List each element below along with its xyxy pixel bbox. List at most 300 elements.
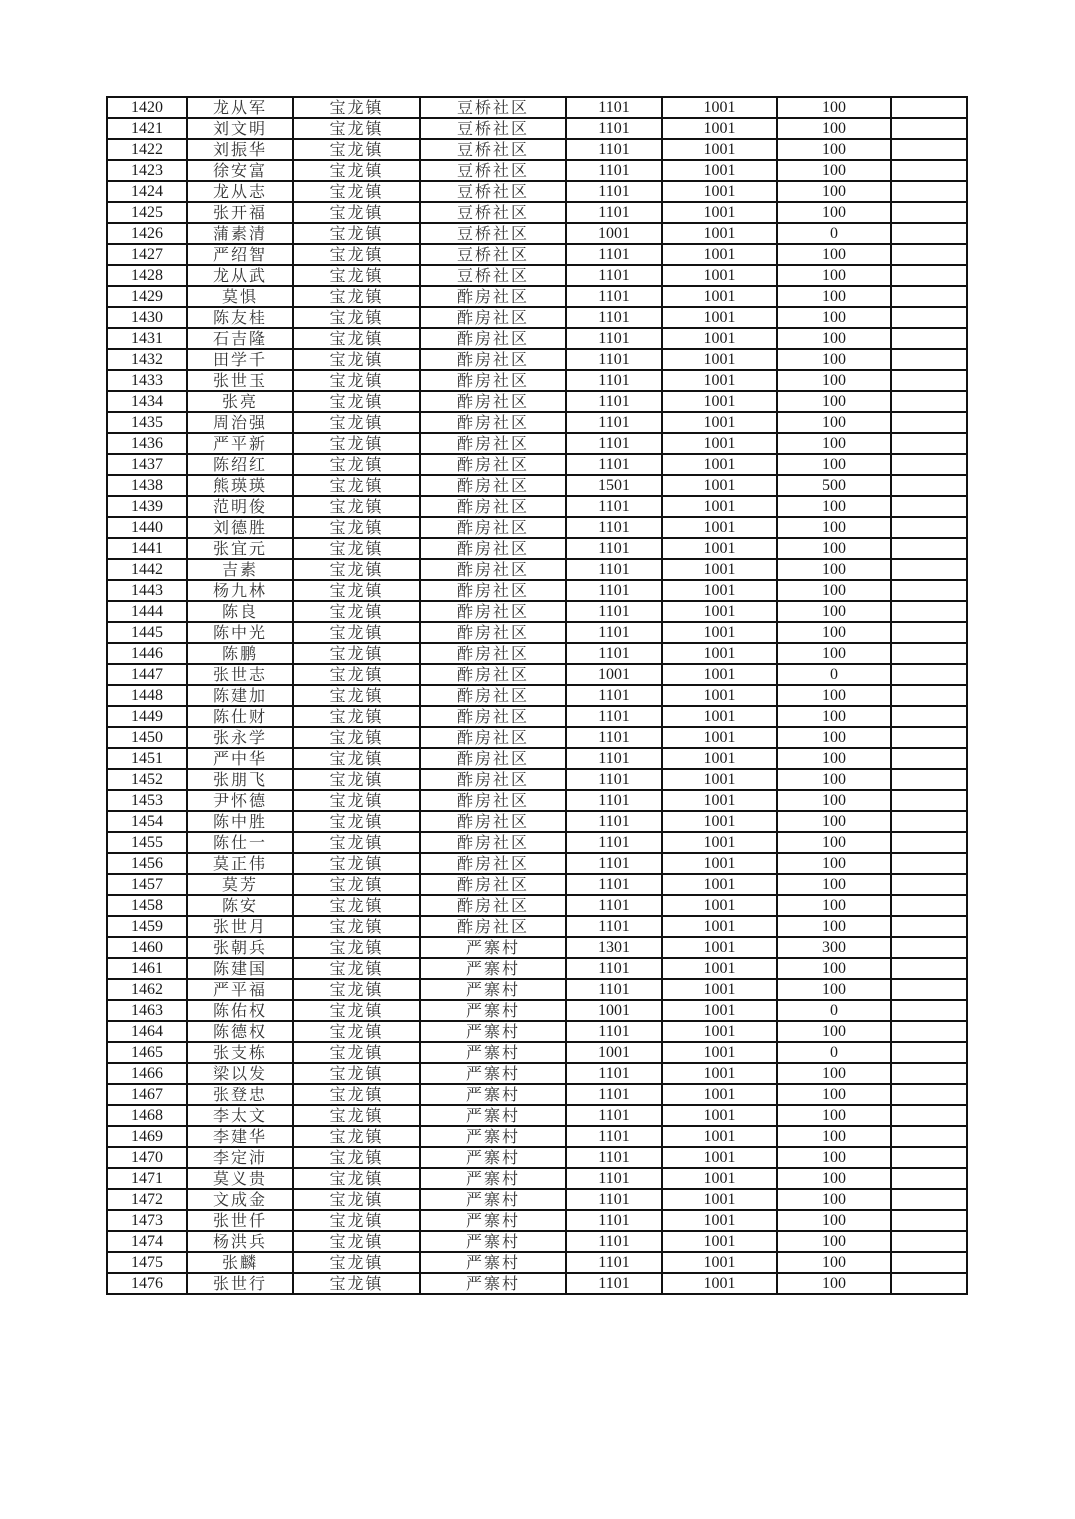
code1-cell: 1101 [566,895,662,916]
note-cell [891,832,967,853]
note-cell [891,937,967,958]
table-row [107,349,967,370]
row-number-cell: 1472 [107,1189,187,1210]
amount-cell: 100 [777,622,891,643]
code1-cell: 1001 [566,1000,662,1021]
row-number-cell: 1464 [107,1021,187,1042]
row-number-cell: 1455 [107,832,187,853]
code1-cell: 1101 [566,958,662,979]
name-cell: 徐安富 [187,160,293,181]
code2-cell: 1001 [662,1189,777,1210]
village-cell: 酢房社区 [420,370,566,391]
amount-cell: 100 [777,265,891,286]
village-cell: 酢房社区 [420,328,566,349]
row-number-cell: 1444 [107,601,187,622]
table-row [107,643,967,664]
table-row [107,1084,967,1105]
code1-cell: 1101 [566,160,662,181]
code2-cell: 1001 [662,1021,777,1042]
code1-cell: 1101 [566,685,662,706]
table-row [107,664,967,685]
code2-cell: 1001 [662,475,777,496]
village-cell: 豆桥社区 [420,118,566,139]
table-row [107,685,967,706]
note-cell [891,265,967,286]
note-cell [891,874,967,895]
row-number-cell: 1422 [107,139,187,160]
code1-cell: 1101 [566,580,662,601]
note-cell [891,433,967,454]
town-cell: 宝龙镇 [293,1273,420,1294]
table-row [107,328,967,349]
village-cell: 酢房社区 [420,874,566,895]
amount-cell: 100 [777,790,891,811]
code1-cell: 1101 [566,118,662,139]
row-number-cell: 1445 [107,622,187,643]
name-cell: 莫义贵 [187,1168,293,1189]
code2-cell: 1001 [662,832,777,853]
code2-cell: 1001 [662,223,777,244]
row-number-cell: 1430 [107,307,187,328]
village-cell: 严寨村 [420,958,566,979]
town-cell: 宝龙镇 [293,1231,420,1252]
name-cell: 文成金 [187,1189,293,1210]
village-cell: 酢房社区 [420,706,566,727]
code1-cell: 1101 [566,979,662,1000]
note-cell [891,1126,967,1147]
row-number-cell: 1441 [107,538,187,559]
row-number-cell: 1439 [107,496,187,517]
row-number-cell: 1469 [107,1126,187,1147]
code2-cell: 1001 [662,748,777,769]
table-row [107,874,967,895]
code1-cell: 1101 [566,244,662,265]
amount-cell: 100 [777,1252,891,1273]
town-cell: 宝龙镇 [293,622,420,643]
row-number-cell: 1446 [107,643,187,664]
name-cell: 范明俊 [187,496,293,517]
row-number-cell: 1473 [107,1210,187,1231]
note-cell [891,643,967,664]
note-cell [891,349,967,370]
amount-cell: 0 [777,1042,891,1063]
name-cell: 李定沛 [187,1147,293,1168]
village-cell: 豆桥社区 [420,244,566,265]
code2-cell: 1001 [662,160,777,181]
row-number-cell: 1462 [107,979,187,1000]
village-cell: 酢房社区 [420,622,566,643]
town-cell: 宝龙镇 [293,538,420,559]
note-cell [891,727,967,748]
name-cell: 梁以发 [187,1063,293,1084]
row-number-cell: 1424 [107,181,187,202]
village-cell: 酢房社区 [420,433,566,454]
code1-cell: 1101 [566,139,662,160]
table-row [107,307,967,328]
code2-cell: 1001 [662,97,777,118]
amount-cell: 100 [777,118,891,139]
name-cell: 杨九林 [187,580,293,601]
row-number-cell: 1432 [107,349,187,370]
row-number-cell: 1461 [107,958,187,979]
code2-cell: 1001 [662,895,777,916]
note-cell [891,181,967,202]
code2-cell: 1001 [662,664,777,685]
note-cell [891,706,967,727]
note-cell [891,517,967,538]
town-cell: 宝龙镇 [293,1084,420,1105]
note-cell [891,139,967,160]
name-cell: 尹怀德 [187,790,293,811]
town-cell: 宝龙镇 [293,1021,420,1042]
town-cell: 宝龙镇 [293,1252,420,1273]
amount-cell: 100 [777,349,891,370]
town-cell: 宝龙镇 [293,97,420,118]
town-cell: 宝龙镇 [293,181,420,202]
name-cell: 李太文 [187,1105,293,1126]
row-number-cell: 1451 [107,748,187,769]
table-row [107,1063,967,1084]
code1-cell: 1101 [566,853,662,874]
name-cell: 张支栋 [187,1042,293,1063]
village-cell: 严寨村 [420,1189,566,1210]
village-cell: 严寨村 [420,1210,566,1231]
amount-cell: 100 [777,832,891,853]
amount-cell: 100 [777,811,891,832]
note-cell [891,1042,967,1063]
note-cell [891,475,967,496]
note-cell [891,1063,967,1084]
code1-cell: 1101 [566,1084,662,1105]
amount-cell: 100 [777,769,891,790]
row-number-cell: 1474 [107,1231,187,1252]
name-cell: 严平新 [187,433,293,454]
table-row [107,1210,967,1231]
row-number-cell: 1431 [107,328,187,349]
town-cell: 宝龙镇 [293,601,420,622]
table-row [107,286,967,307]
code1-cell: 1101 [566,601,662,622]
amount-cell: 500 [777,475,891,496]
note-cell [891,1168,967,1189]
code1-cell: 1101 [566,181,662,202]
row-number-cell: 1436 [107,433,187,454]
code1-cell: 1101 [566,496,662,517]
code1-cell: 1101 [566,1021,662,1042]
code1-cell: 1101 [566,265,662,286]
amount-cell: 100 [777,1231,891,1252]
note-cell [891,1189,967,1210]
code1-cell: 1101 [566,832,662,853]
table-row [107,391,967,412]
code1-cell: 1501 [566,475,662,496]
town-cell: 宝龙镇 [293,244,420,265]
town-cell: 宝龙镇 [293,706,420,727]
code2-cell: 1001 [662,1084,777,1105]
row-number-cell: 1438 [107,475,187,496]
row-number-cell: 1433 [107,370,187,391]
village-cell: 酢房社区 [420,559,566,580]
name-cell: 陈德权 [187,1021,293,1042]
village-cell: 酢房社区 [420,769,566,790]
roster-table [106,96,968,1295]
amount-cell: 100 [777,853,891,874]
name-cell: 吉素 [187,559,293,580]
note-cell [891,811,967,832]
table-row [107,622,967,643]
name-cell: 莫芳 [187,874,293,895]
row-number-cell: 1456 [107,853,187,874]
village-cell: 酢房社区 [420,895,566,916]
code2-cell: 1001 [662,958,777,979]
code2-cell: 1001 [662,202,777,223]
town-cell: 宝龙镇 [293,202,420,223]
village-cell: 酢房社区 [420,748,566,769]
table-row [107,1189,967,1210]
amount-cell: 100 [777,370,891,391]
code1-cell: 1101 [566,1189,662,1210]
town-cell: 宝龙镇 [293,748,420,769]
note-cell [891,1147,967,1168]
name-cell: 莫惧 [187,286,293,307]
row-number-cell: 1443 [107,580,187,601]
amount-cell: 100 [777,979,891,1000]
amount-cell: 100 [777,1105,891,1126]
village-cell: 酢房社区 [420,454,566,475]
code1-cell: 1101 [566,454,662,475]
note-cell [891,202,967,223]
village-cell: 酢房社区 [420,853,566,874]
code2-cell: 1001 [662,391,777,412]
code1-cell: 1101 [566,517,662,538]
row-number-cell: 1467 [107,1084,187,1105]
amount-cell: 100 [777,559,891,580]
row-number-cell: 1449 [107,706,187,727]
note-cell [891,1252,967,1273]
village-cell: 酢房社区 [420,286,566,307]
name-cell: 严中华 [187,748,293,769]
table-row [107,706,967,727]
village-cell: 严寨村 [420,937,566,958]
row-number-cell: 1423 [107,160,187,181]
row-number-cell: 1476 [107,1273,187,1294]
code2-cell: 1001 [662,244,777,265]
note-cell [891,244,967,265]
town-cell: 宝龙镇 [293,874,420,895]
row-number-cell: 1468 [107,1105,187,1126]
town-cell: 宝龙镇 [293,265,420,286]
note-cell [891,685,967,706]
row-number-cell: 1425 [107,202,187,223]
table-row [107,1231,967,1252]
code1-cell: 1101 [566,202,662,223]
row-number-cell: 1437 [107,454,187,475]
note-cell [891,286,967,307]
code2-cell: 1001 [662,1168,777,1189]
row-number-cell: 1429 [107,286,187,307]
code1-cell: 1101 [566,769,662,790]
note-cell [891,853,967,874]
note-cell [891,559,967,580]
code1-cell: 1101 [566,328,662,349]
amount-cell: 0 [777,1000,891,1021]
table-row [107,790,967,811]
town-cell: 宝龙镇 [293,1168,420,1189]
town-cell: 宝龙镇 [293,1126,420,1147]
name-cell: 李建华 [187,1126,293,1147]
name-cell: 陈佑权 [187,1000,293,1021]
note-cell [891,769,967,790]
name-cell: 张麟 [187,1252,293,1273]
amount-cell: 100 [777,1273,891,1294]
code2-cell: 1001 [662,349,777,370]
note-cell [891,1210,967,1231]
amount-cell: 100 [777,307,891,328]
code1-cell: 1101 [566,286,662,307]
note-cell [891,601,967,622]
amount-cell: 100 [777,916,891,937]
village-cell: 豆桥社区 [420,160,566,181]
village-cell: 酢房社区 [420,517,566,538]
town-cell: 宝龙镇 [293,412,420,433]
village-cell: 酢房社区 [420,811,566,832]
table-row [107,475,967,496]
table-row [107,202,967,223]
name-cell: 张亮 [187,391,293,412]
town-cell: 宝龙镇 [293,1042,420,1063]
note-cell [891,664,967,685]
amount-cell: 100 [777,454,891,475]
code2-cell: 1001 [662,1105,777,1126]
code2-cell: 1001 [662,307,777,328]
table-row [107,1168,967,1189]
code2-cell: 1001 [662,769,777,790]
amount-cell: 100 [777,580,891,601]
town-cell: 宝龙镇 [293,895,420,916]
code2-cell: 1001 [662,706,777,727]
amount-cell: 100 [777,412,891,433]
table-row [107,370,967,391]
note-cell [891,538,967,559]
table-row [107,1105,967,1126]
code1-cell: 1101 [566,622,662,643]
amount-cell: 100 [777,1168,891,1189]
village-cell: 豆桥社区 [420,181,566,202]
village-cell: 酢房社区 [420,580,566,601]
name-cell: 龙从武 [187,265,293,286]
row-number-cell: 1463 [107,1000,187,1021]
code2-cell: 1001 [662,1042,777,1063]
row-number-cell: 1465 [107,1042,187,1063]
name-cell: 严平福 [187,979,293,1000]
amount-cell: 100 [777,1189,891,1210]
table-row [107,97,967,118]
code1-cell: 1101 [566,97,662,118]
amount-cell: 100 [777,328,891,349]
amount-cell: 0 [777,223,891,244]
name-cell: 张开福 [187,202,293,223]
amount-cell: 100 [777,685,891,706]
code2-cell: 1001 [662,685,777,706]
village-cell: 严寨村 [420,1021,566,1042]
note-cell [891,1105,967,1126]
town-cell: 宝龙镇 [293,370,420,391]
name-cell: 杨洪兵 [187,1231,293,1252]
amount-cell: 100 [777,1210,891,1231]
table-row [107,769,967,790]
code2-cell: 1001 [662,580,777,601]
name-cell: 刘文明 [187,118,293,139]
code2-cell: 1001 [662,286,777,307]
code2-cell: 1001 [662,559,777,580]
amount-cell: 100 [777,160,891,181]
table-row [107,496,967,517]
row-number-cell: 1452 [107,769,187,790]
name-cell: 陈中光 [187,622,293,643]
amount-cell: 0 [777,664,891,685]
row-number-cell: 1453 [107,790,187,811]
name-cell: 张宜元 [187,538,293,559]
table-row [107,412,967,433]
note-cell [891,97,967,118]
note-cell [891,1273,967,1294]
village-cell: 酢房社区 [420,664,566,685]
table-row [107,958,967,979]
village-cell: 酢房社区 [420,349,566,370]
code2-cell: 1001 [662,1000,777,1021]
row-number-cell: 1450 [107,727,187,748]
amount-cell: 100 [777,874,891,895]
village-cell: 酢房社区 [420,643,566,664]
village-cell: 严寨村 [420,1105,566,1126]
amount-cell: 100 [777,97,891,118]
code1-cell: 1001 [566,223,662,244]
amount-cell: 100 [777,958,891,979]
village-cell: 酢房社区 [420,496,566,517]
code1-cell: 1101 [566,559,662,580]
name-cell: 张世志 [187,664,293,685]
amount-cell: 100 [777,538,891,559]
name-cell: 张朝兵 [187,937,293,958]
table-row [107,1273,967,1294]
amount-cell: 100 [777,244,891,265]
row-number-cell: 1442 [107,559,187,580]
row-number-cell: 1421 [107,118,187,139]
code2-cell: 1001 [662,790,777,811]
village-cell: 酢房社区 [420,538,566,559]
name-cell: 周治强 [187,412,293,433]
town-cell: 宝龙镇 [293,811,420,832]
village-cell: 酢房社区 [420,601,566,622]
note-cell [891,370,967,391]
name-cell: 陈友桂 [187,307,293,328]
village-cell: 豆桥社区 [420,97,566,118]
note-cell [891,790,967,811]
code2-cell: 1001 [662,1210,777,1231]
town-cell: 宝龙镇 [293,958,420,979]
code1-cell: 1301 [566,937,662,958]
note-cell [891,118,967,139]
village-cell: 严寨村 [420,1147,566,1168]
row-number-cell: 1459 [107,916,187,937]
town-cell: 宝龙镇 [293,517,420,538]
table-row [107,454,967,475]
note-cell [891,622,967,643]
amount-cell: 100 [777,643,891,664]
village-cell: 严寨村 [420,1273,566,1294]
note-cell [891,307,967,328]
name-cell: 刘振华 [187,139,293,160]
